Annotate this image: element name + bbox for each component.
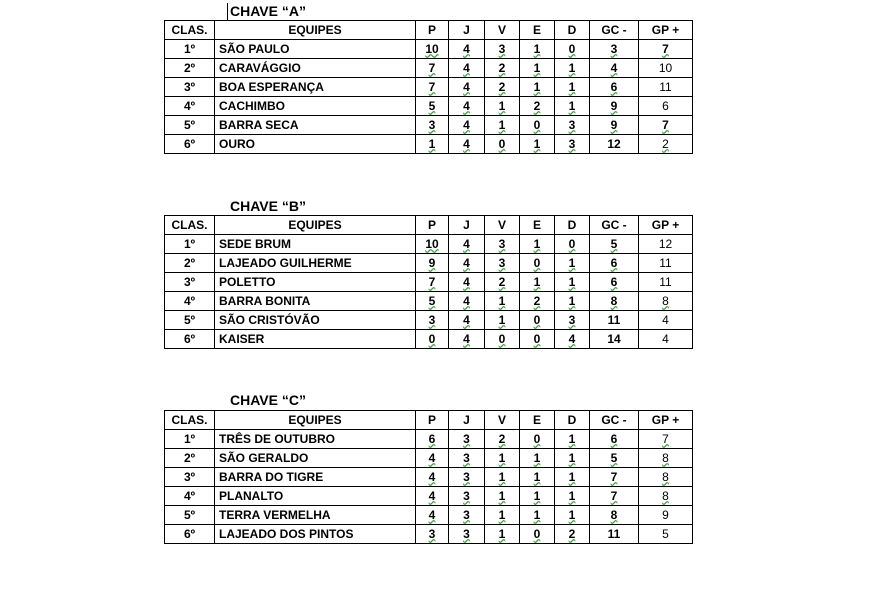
position-cell: 3º [165, 468, 215, 487]
goals-for-cell: 4 [639, 311, 693, 330]
games-cell: 4 [449, 40, 485, 59]
goals-for-cell: 11 [639, 273, 693, 292]
goals-against-cell: 7 [590, 468, 639, 487]
table-row [165, 311, 693, 330]
losses-cell: 1 [555, 487, 590, 506]
games-cell: 4 [449, 311, 485, 330]
wins-cell: 1 [485, 468, 520, 487]
header-row [165, 216, 693, 235]
table-row [165, 135, 693, 154]
goals-against-cell: 7 [590, 487, 639, 506]
position-cell: 4º [165, 487, 215, 506]
position-cell: 1º [165, 235, 215, 254]
goals-against-cell: 8 [590, 506, 639, 525]
col-header-gp: GP + [639, 21, 693, 40]
losses-cell: 3 [555, 116, 590, 135]
losses-cell: 1 [555, 254, 590, 273]
wins-cell: 2 [485, 78, 520, 97]
table-row [165, 116, 693, 135]
goals-for-cell: 7 [639, 40, 693, 59]
games-cell: 3 [449, 449, 485, 468]
group-title: CHAVE “A” [230, 3, 306, 19]
losses-cell: 1 [555, 449, 590, 468]
table-row [165, 40, 693, 59]
team-name-cell: CACHIMBO [215, 97, 416, 116]
wins-cell: 1 [485, 311, 520, 330]
position-cell: 2º [165, 449, 215, 468]
col-header-clas: CLAS. [165, 216, 215, 235]
col-header-j: J [449, 216, 485, 235]
position-cell: 2º [165, 59, 215, 78]
games-cell: 3 [449, 430, 485, 449]
goals-against-cell: 9 [590, 97, 639, 116]
col-header-e: E [520, 411, 555, 430]
team-name-cell: BARRA DO TIGRE [215, 468, 416, 487]
table-row [165, 487, 693, 506]
position-cell: 4º [165, 97, 215, 116]
draws-cell: 1 [520, 78, 555, 97]
team-name-cell: POLETTO [215, 273, 416, 292]
position-cell: 4º [165, 292, 215, 311]
points-cell: 3 [416, 116, 449, 135]
goals-for-cell: 8 [639, 449, 693, 468]
goals-for-cell: 9 [639, 506, 693, 525]
goals-for-cell: 2 [639, 135, 693, 154]
table-row [165, 506, 693, 525]
team-name-cell: BARRA SECA [215, 116, 416, 135]
points-cell: 4 [416, 449, 449, 468]
position-cell: 6º [165, 330, 215, 349]
points-cell: 5 [416, 97, 449, 116]
standings-table-a [164, 20, 693, 154]
team-name-cell: LAJEADO GUILHERME [215, 254, 416, 273]
games-cell: 4 [449, 292, 485, 311]
group-title: CHAVE “B” [230, 198, 306, 214]
team-name-cell: PLANALTO [215, 487, 416, 506]
losses-cell: 4 [555, 330, 590, 349]
games-cell: 3 [449, 506, 485, 525]
points-cell: 9 [416, 254, 449, 273]
position-cell: 1º [165, 430, 215, 449]
goals-for-cell: 11 [639, 254, 693, 273]
position-cell: 5º [165, 506, 215, 525]
wins-cell: 2 [485, 273, 520, 292]
wins-cell: 1 [485, 292, 520, 311]
col-header-p: P [416, 411, 449, 430]
losses-cell: 3 [555, 135, 590, 154]
games-cell: 3 [449, 525, 485, 544]
wins-cell: 1 [485, 487, 520, 506]
goals-for-cell: 8 [639, 487, 693, 506]
goals-against-cell: 6 [590, 430, 639, 449]
draws-cell: 1 [520, 235, 555, 254]
losses-cell: 2 [555, 525, 590, 544]
team-name-cell: BOA ESPERANÇA [215, 78, 416, 97]
games-cell: 4 [449, 59, 485, 78]
wins-cell: 3 [485, 254, 520, 273]
position-cell: 5º [165, 116, 215, 135]
points-cell: 5 [416, 292, 449, 311]
col-header-clas: CLAS. [165, 411, 215, 430]
draws-cell: 0 [520, 311, 555, 330]
draws-cell: 1 [520, 40, 555, 59]
position-cell: 1º [165, 40, 215, 59]
draws-cell: 1 [520, 468, 555, 487]
points-cell: 4 [416, 506, 449, 525]
losses-cell: 1 [555, 430, 590, 449]
losses-cell: 3 [555, 311, 590, 330]
goals-for-cell: 7 [639, 116, 693, 135]
wins-cell: 3 [485, 235, 520, 254]
team-name-cell: OURO [215, 135, 416, 154]
losses-cell: 0 [555, 235, 590, 254]
col-header-v: V [485, 21, 520, 40]
position-cell: 3º [165, 78, 215, 97]
standings-table-b [164, 215, 693, 349]
goals-against-cell: 5 [590, 449, 639, 468]
goals-for-cell: 5 [639, 525, 693, 544]
games-cell: 4 [449, 235, 485, 254]
losses-cell: 1 [555, 292, 590, 311]
points-cell: 4 [416, 468, 449, 487]
col-header-e: E [520, 21, 555, 40]
goals-for-cell: 8 [639, 468, 693, 487]
goals-against-cell: 6 [590, 273, 639, 292]
points-cell: 1 [416, 135, 449, 154]
team-name-cell: SEDE BRUM [215, 235, 416, 254]
draws-cell: 0 [520, 330, 555, 349]
goals-against-cell: 14 [590, 330, 639, 349]
table-row [165, 254, 693, 273]
col-header-d: D [555, 411, 590, 430]
wins-cell: 1 [485, 116, 520, 135]
losses-cell: 1 [555, 97, 590, 116]
goals-against-cell: 9 [590, 116, 639, 135]
points-cell: 6 [416, 430, 449, 449]
goals-against-cell: 4 [590, 59, 639, 78]
table-row [165, 449, 693, 468]
team-name-cell: KAISER [215, 330, 416, 349]
goals-against-cell: 3 [590, 40, 639, 59]
goals-for-cell: 10 [639, 59, 693, 78]
table-row [165, 430, 693, 449]
draws-cell: 0 [520, 525, 555, 544]
wins-cell: 1 [485, 525, 520, 544]
col-header-d: D [555, 216, 590, 235]
team-name-cell: SÃO GERALDO [215, 449, 416, 468]
wins-cell: 2 [485, 59, 520, 78]
col-header-gp: GP + [639, 411, 693, 430]
points-cell: 10 [416, 235, 449, 254]
games-cell: 3 [449, 468, 485, 487]
draws-cell: 1 [520, 449, 555, 468]
goals-for-cell: 6 [639, 97, 693, 116]
goals-for-cell: 12 [639, 235, 693, 254]
group-title: CHAVE “C” [230, 392, 306, 408]
table-row [165, 97, 693, 116]
wins-cell: 3 [485, 40, 520, 59]
draws-cell: 1 [520, 135, 555, 154]
col-header-p: P [416, 216, 449, 235]
games-cell: 4 [449, 273, 485, 292]
col-header-v: V [485, 216, 520, 235]
draws-cell: 0 [520, 430, 555, 449]
goals-against-cell: 12 [590, 135, 639, 154]
goals-for-cell: 8 [639, 292, 693, 311]
col-header-gp: GP + [639, 216, 693, 235]
losses-cell: 1 [555, 273, 590, 292]
goals-against-cell: 6 [590, 254, 639, 273]
goals-against-cell: 6 [590, 78, 639, 97]
goals-for-cell: 7 [639, 430, 693, 449]
goals-for-cell: 4 [639, 330, 693, 349]
team-name-cell: SÃO PAULO [215, 40, 416, 59]
col-header-v: V [485, 411, 520, 430]
table-row [165, 468, 693, 487]
games-cell: 4 [449, 116, 485, 135]
wins-cell: 2 [485, 430, 520, 449]
col-header-j: J [449, 411, 485, 430]
table-row [165, 273, 693, 292]
goals-against-cell: 11 [590, 525, 639, 544]
wins-cell: 0 [485, 135, 520, 154]
position-cell: 5º [165, 311, 215, 330]
goals-against-cell: 5 [590, 235, 639, 254]
col-header-e: E [520, 216, 555, 235]
points-cell: 3 [416, 525, 449, 544]
table-row [165, 525, 693, 544]
points-cell: 4 [416, 487, 449, 506]
table-row [165, 78, 693, 97]
position-cell: 2º [165, 254, 215, 273]
col-header-p: P [416, 21, 449, 40]
team-name-cell: CARAVÁGGIO [215, 59, 416, 78]
losses-cell: 1 [555, 78, 590, 97]
games-cell: 4 [449, 254, 485, 273]
table-row [165, 235, 693, 254]
points-cell: 3 [416, 311, 449, 330]
header-row [165, 411, 693, 430]
col-header-gc: GC - [590, 411, 639, 430]
losses-cell: 1 [555, 59, 590, 78]
losses-cell: 1 [555, 506, 590, 525]
points-cell: 7 [416, 59, 449, 78]
points-cell: 7 [416, 273, 449, 292]
losses-cell: 1 [555, 468, 590, 487]
games-cell: 4 [449, 97, 485, 116]
team-name-cell: TERRA VERMELHA [215, 506, 416, 525]
position-cell: 3º [165, 273, 215, 292]
position-cell: 6º [165, 525, 215, 544]
draws-cell: 1 [520, 273, 555, 292]
col-header-equipes: EQUIPES [215, 216, 416, 235]
games-cell: 3 [449, 487, 485, 506]
team-name-cell: SÃO CRISTÓVÃO [215, 311, 416, 330]
losses-cell: 0 [555, 40, 590, 59]
wins-cell: 1 [485, 506, 520, 525]
col-header-clas: CLAS. [165, 21, 215, 40]
team-name-cell: LAJEADO DOS PINTOS [215, 525, 416, 544]
draws-cell: 2 [520, 292, 555, 311]
draws-cell: 0 [520, 254, 555, 273]
games-cell: 4 [449, 330, 485, 349]
col-header-gc: GC - [590, 21, 639, 40]
goals-against-cell: 8 [590, 292, 639, 311]
position-cell: 6º [165, 135, 215, 154]
draws-cell: 1 [520, 59, 555, 78]
wins-cell: 1 [485, 449, 520, 468]
draws-cell: 1 [520, 506, 555, 525]
wins-cell: 1 [485, 97, 520, 116]
table-row [165, 59, 693, 78]
text-cursor [227, 3, 228, 21]
games-cell: 4 [449, 135, 485, 154]
wins-cell: 0 [485, 330, 520, 349]
table-row [165, 292, 693, 311]
draws-cell: 1 [520, 487, 555, 506]
col-header-equipes: EQUIPES [215, 411, 416, 430]
header-row [165, 21, 693, 40]
table-row [165, 330, 693, 349]
draws-cell: 2 [520, 97, 555, 116]
standings-table-c [164, 410, 693, 544]
goals-for-cell: 11 [639, 78, 693, 97]
col-header-j: J [449, 21, 485, 40]
col-header-equipes: EQUIPES [215, 21, 416, 40]
points-cell: 10 [416, 40, 449, 59]
draws-cell: 0 [520, 116, 555, 135]
col-header-gc: GC - [590, 216, 639, 235]
points-cell: 7 [416, 78, 449, 97]
games-cell: 4 [449, 78, 485, 97]
col-header-d: D [555, 21, 590, 40]
points-cell: 0 [416, 330, 449, 349]
goals-against-cell: 11 [590, 311, 639, 330]
team-name-cell: TRÊS DE OUTUBRO [215, 430, 416, 449]
team-name-cell: BARRA BONITA [215, 292, 416, 311]
